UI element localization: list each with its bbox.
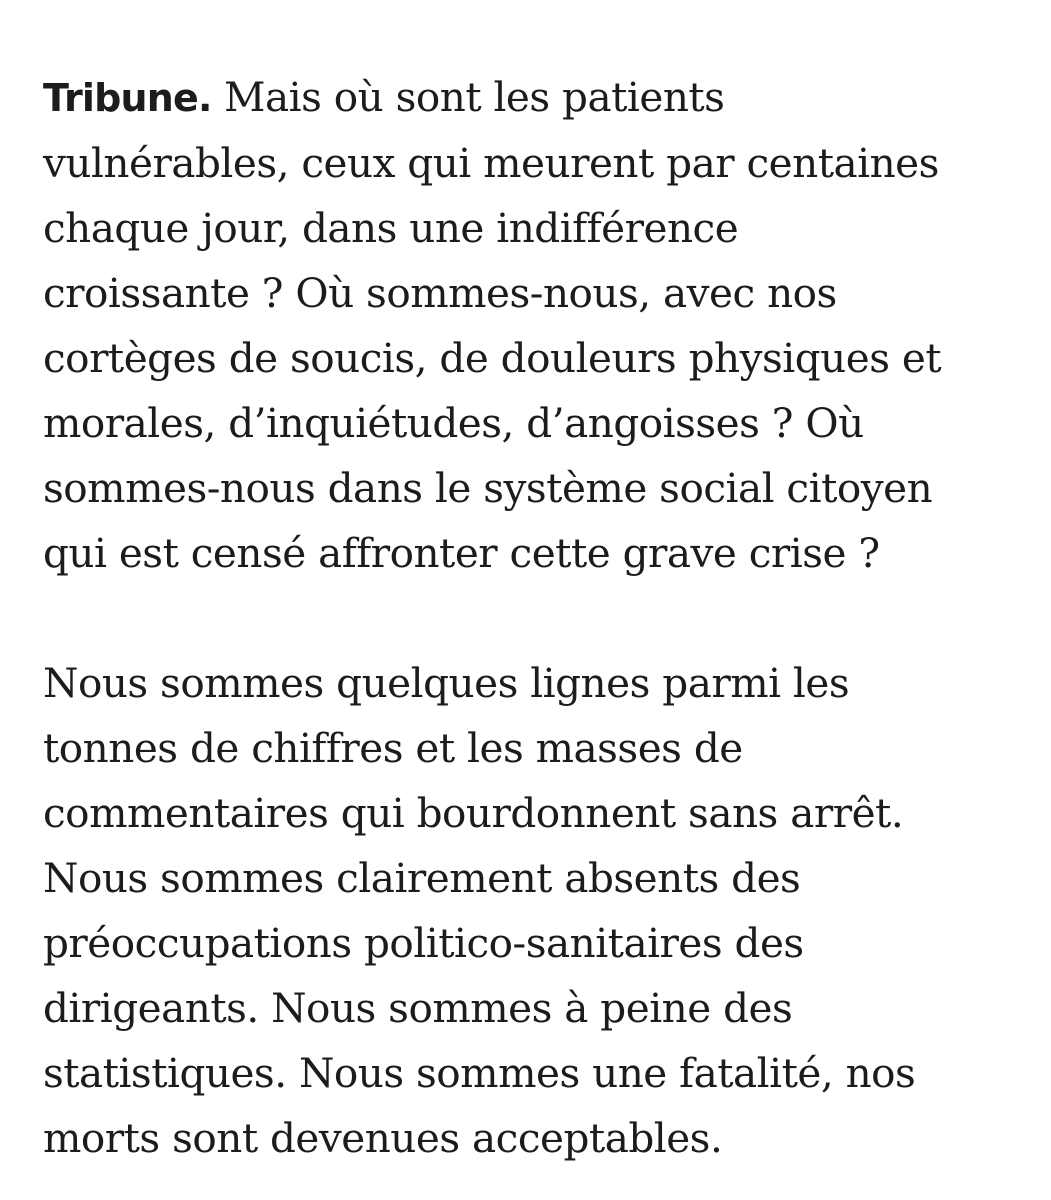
text-line: préoccupations politico-sanitaires des	[43, 919, 804, 967]
text-line: Nous sommes clairement absents des	[43, 854, 801, 902]
text-line: tonnes de chiffres et les masses de	[43, 724, 743, 772]
paragraph-spacer	[43, 586, 1018, 651]
text-line: qui est censé affronter cette grave crise ?	[43, 529, 880, 577]
text-line: croissante ? Où sommes-nous, avec nos	[43, 269, 837, 317]
text-line: Nous sommes quelques lignes parmi les	[43, 659, 850, 707]
text-line: chaque jour, dans une indifférence	[43, 204, 739, 252]
text-line: dirigeants. Nous sommes à peine des	[43, 984, 793, 1032]
paragraph-second	[43, 651, 1018, 1171]
text-line: commentaires qui bourdonnent sans arrêt.	[43, 789, 904, 837]
text-line: morales, d’inquiétudes, d’angoisses ? Où	[43, 399, 864, 447]
text-line	[43, 65, 1018, 131]
text-line: sommes-nous dans le système social citoyen	[43, 464, 933, 512]
text-line: vulnérables, ceux qui meurent par centaines	[43, 139, 939, 187]
text-line: cortèges de soucis, de douleurs physiques et	[43, 334, 942, 382]
paragraph-intro	[43, 65, 1018, 586]
text-line: morts sont devenues acceptables.	[43, 1114, 723, 1162]
text-line: statistiques. Nous sommes une fatalité, nos	[43, 1049, 916, 1097]
tribune-label: Tribune.	[43, 76, 212, 120]
text-line-content: Mais où sont les patients	[211, 73, 725, 121]
article-body	[43, 65, 1018, 1171]
